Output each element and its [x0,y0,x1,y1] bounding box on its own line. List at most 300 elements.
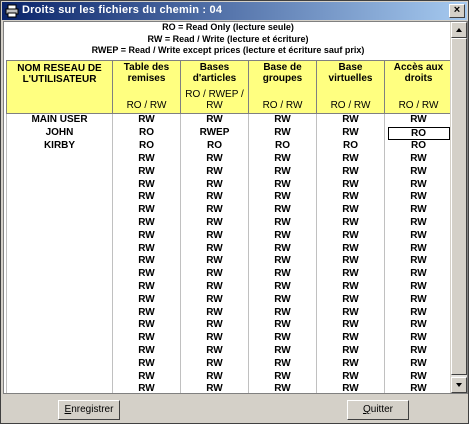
permission-cell[interactable] [113,332,181,345]
permission-value: RW [138,370,155,382]
permission-cell[interactable] [385,217,453,230]
column-header-perm: RO / RW [262,100,303,111]
permission-value: RW [206,319,223,331]
permission-value: RW [138,204,155,216]
table-row [7,345,453,358]
permission-value: RW [342,306,359,318]
permission-value: RO [139,127,154,139]
title-bar[interactable] [2,2,467,20]
permission-value: RW [410,216,427,228]
permission-cell[interactable] [181,165,249,178]
permission-cell[interactable] [249,370,317,383]
permission-value: RW [138,319,155,331]
scroll-up-button[interactable] [451,22,467,38]
permission-cell[interactable] [181,370,249,383]
permission-value: RW [274,255,291,267]
permission-cell[interactable] [317,140,385,153]
permission-value: RW [410,370,427,382]
legend-rw: RW = Read / Write (lecture et écriture) [147,33,309,44]
permission-cell[interactable] [385,281,453,294]
permission-cell[interactable] [385,114,453,127]
permission-cell[interactable] [317,191,385,204]
table-body [7,114,453,395]
permission-cell[interactable] [181,281,249,294]
permission-value: RW [274,229,291,241]
table-row [7,255,453,268]
table-row [7,306,453,319]
permission-value: RW [206,204,223,216]
window-title: Droits sur les fichiers du chemin : 04 [22,4,223,16]
permission-value: RO [207,140,222,152]
rights-panel [3,21,468,394]
user-name-cell [7,268,113,281]
permission-value: RWEP [199,127,230,139]
user-name-cell [7,140,113,153]
permission-cell[interactable] [181,357,249,370]
permission-cell[interactable] [385,153,453,166]
user-name-cell [7,370,113,383]
permission-cell[interactable] [181,191,249,204]
user-name-cell [7,293,113,306]
permission-value: RW [342,357,359,369]
table-row [7,370,453,383]
permission-cell[interactable] [317,306,385,319]
table-row [7,153,453,166]
table-row [7,357,453,370]
scroll-down-button[interactable] [451,377,467,393]
permission-value: RW [206,370,223,382]
permission-value: RW [138,165,155,177]
column-header [249,61,317,114]
permission-value: RW [410,242,427,254]
permission-value: RW [274,152,291,164]
permission-value: RW [410,268,427,280]
permission-value: RW [410,357,427,369]
permission-cell[interactable] [181,204,249,217]
permission-value: RW [206,280,223,292]
permission-value: RW [410,293,427,305]
permission-cell[interactable] [181,332,249,345]
permission-value: RW [274,178,291,190]
table-row [7,191,453,204]
permission-cell[interactable] [317,345,385,358]
permission-cell[interactable] [181,345,249,358]
permission-value: RW [342,319,359,331]
permission-cell[interactable] [113,370,181,383]
user-name-cell [7,153,113,166]
permission-cell[interactable] [249,345,317,358]
column-header-perm: RO / RW [398,100,439,111]
permission-cell[interactable] [113,306,181,319]
table-row [7,140,453,153]
column-header [7,61,113,114]
column-header-perm: RO / RW [126,100,167,111]
permission-cell[interactable] [385,293,453,306]
column-header-name: NOM RESEAU DE L'UTILISATEUR [17,63,102,85]
permission-value: RW [410,344,427,356]
permission-cell[interactable] [249,242,317,255]
permission-cell[interactable] [249,255,317,268]
table-row [7,281,453,294]
permission-value: RW [410,178,427,190]
permission-cell[interactable] [181,127,249,140]
permission-cell[interactable] [181,293,249,306]
table-row [7,114,453,127]
user-name-cell [7,332,113,345]
quit-button[interactable]: Quitter [347,400,409,420]
permission-value: RW [410,165,427,177]
permission-cell[interactable] [181,383,249,394]
permission-cell[interactable] [317,165,385,178]
permission-cell[interactable] [385,204,453,217]
permission-cell[interactable] [385,370,453,383]
permission-value: RW [206,357,223,369]
permission-value: RW [274,242,291,254]
permission-value: RW [206,114,223,126]
permission-cell[interactable] [249,140,317,153]
permission-value: RW [342,242,359,254]
permission-cell[interactable] [181,178,249,191]
permission-cell[interactable] [249,204,317,217]
permission-value: RO [343,140,358,152]
permission-cell[interactable] [181,114,249,127]
permission-value: RW [274,165,291,177]
permission-cell[interactable] [113,204,181,217]
permission-value: RW [138,191,155,203]
permission-cell[interactable] [113,127,181,140]
permission-value: RW [342,229,359,241]
permission-value: RW [206,293,223,305]
user-name-cell [7,178,113,191]
permission-cell[interactable] [249,127,317,140]
permission-cell[interactable] [113,268,181,281]
permission-cell[interactable] [113,191,181,204]
permission-cell[interactable] [317,242,385,255]
vertical-scrollbar[interactable] [450,22,467,393]
user-name: JOHN [45,127,74,139]
permission-value: RW [342,165,359,177]
permission-value: RW [138,216,155,228]
table-row [7,332,453,345]
user-name-cell [7,345,113,358]
permission-value: RW [206,383,223,394]
permission-cell[interactable] [249,383,317,394]
table-row [7,383,453,394]
permission-cell[interactable] [181,306,249,319]
permission-value: RW [410,229,427,241]
permission-value: RW [206,152,223,164]
permission-value: RW [138,268,155,280]
permission-value: RW [206,165,223,177]
permission-value: RW [206,216,223,228]
permission-cell[interactable] [113,319,181,332]
permission-value: RW [274,204,291,216]
permission-value: RW [206,178,223,190]
legend-ro: RO = Read Only (lecture seule) [162,22,294,32]
permission-cell[interactable] [113,178,181,191]
permission-value: RO [139,140,154,152]
permission-value: RW [342,127,359,139]
column-header-name: Base virtuelles [328,62,373,84]
permission-cell[interactable] [385,357,453,370]
permission-value: RW [342,178,359,190]
permission-value: RW [342,255,359,267]
permission-cell[interactable] [317,319,385,332]
scroll-thumb[interactable] [451,38,467,375]
permission-cell[interactable] [181,255,249,268]
table-row [7,217,453,230]
close-icon: × [453,4,461,16]
permission-cell[interactable] [317,255,385,268]
permission-value: RW [342,383,359,394]
permission-cell[interactable] [385,178,453,191]
permission-value: RW [342,280,359,292]
permission-cell[interactable] [249,293,317,306]
permission-cell[interactable] [249,217,317,230]
user-name-cell [7,255,113,268]
permission-cell[interactable] [317,114,385,127]
permission-value: RW [274,357,291,369]
permission-cell[interactable] [181,140,249,153]
permission-cell[interactable] [317,178,385,191]
permission-value: RW [274,127,291,139]
table-row [7,242,453,255]
column-header [113,61,181,114]
permission-cell[interactable] [113,293,181,306]
permission-cell[interactable] [385,383,453,394]
permission-value: RW [342,152,359,164]
user-name-cell [7,319,113,332]
permission-value: RW [138,344,155,356]
permission-value: RW [206,191,223,203]
permission-value: RW [342,191,359,203]
user-name: MAIN USER [31,114,88,126]
user-name-cell [7,306,113,319]
permission-value: RW [138,114,155,126]
column-header [181,61,249,114]
permission-value: RW [206,344,223,356]
permission-value: RW [138,229,155,241]
permission-value: RW [342,216,359,228]
permission-cell[interactable] [385,332,453,345]
permission-value: RW [206,306,223,318]
user-name-cell [7,242,113,255]
permission-value: RW [410,383,427,394]
column-header-perm: RO / RW [330,100,371,111]
permission-cell[interactable] [385,306,453,319]
permission-cell[interactable] [249,306,317,319]
permission-value: RW [342,204,359,216]
permission-cell[interactable] [113,242,181,255]
permission-value: RW [274,306,291,318]
permission-cell[interactable] [113,255,181,268]
table-row [7,319,453,332]
permission-cell[interactable] [317,268,385,281]
permission-value: RW [410,114,427,126]
permission-cell[interactable] [385,268,453,281]
permission-cell[interactable] [181,217,249,230]
permission-cell[interactable] [317,153,385,166]
user-name-cell [7,114,113,127]
permission-value: RW [138,280,155,292]
permission-cell[interactable] [113,165,181,178]
permission-cell[interactable] [317,357,385,370]
permission-cell[interactable] [181,242,249,255]
permission-value: RW [274,383,291,394]
user-name-cell [7,357,113,370]
permission-cell[interactable] [385,242,453,255]
permission-cell[interactable] [317,204,385,217]
permission-cell[interactable] [249,332,317,345]
permission-value: RW [206,332,223,344]
permission-value: RW [206,268,223,280]
permission-value: RW [138,332,155,344]
permission-cell[interactable] [249,229,317,242]
rights-table [6,60,453,394]
permission-cell[interactable] [181,319,249,332]
permission-value: RW [274,268,291,280]
permission-cell[interactable] [317,370,385,383]
permission-value: RW [342,370,359,382]
permission-cell[interactable] [113,153,181,166]
permission-cell[interactable] [249,268,317,281]
permission-value: RW [274,332,291,344]
permission-cell[interactable] [249,191,317,204]
permission-cell[interactable] [249,319,317,332]
permission-value: RW [138,306,155,318]
table-row [7,127,453,140]
permission-cell[interactable] [317,332,385,345]
column-header-name: Accès aux droits [393,62,444,84]
permission-cell[interactable] [317,217,385,230]
column-header-name: Bases d'articles [192,62,237,84]
arrow-down-icon [456,383,462,387]
permission-cell[interactable] [385,191,453,204]
permission-cell[interactable] [385,319,453,332]
permission-value: RW [138,293,155,305]
permission-cell[interactable] [385,165,453,178]
permission-value: RW [206,255,223,267]
permission-cell[interactable] [113,140,181,153]
permission-cell[interactable] [317,127,385,140]
user-name-cell [7,229,113,242]
permission-value: RW [342,268,359,280]
permission-cell[interactable] [181,229,249,242]
permission-value: RO [411,140,426,152]
permission-value: RW [138,152,155,164]
permission-value: RW [410,191,427,203]
user-name-cell [7,191,113,204]
permission-value: RW [410,204,427,216]
close-button[interactable] [449,4,465,18]
permission-cell[interactable] [385,229,453,242]
permission-cell[interactable] [249,178,317,191]
permission-cell[interactable] [249,357,317,370]
table-row [7,268,453,281]
permission-value: RW [342,293,359,305]
permission-value: RO [275,140,290,152]
printer-icon [5,4,19,18]
permission-value: RW [138,357,155,369]
legend-rwep: RWEP = Read / Write except prices (lecture et écriture sauf prix) [91,45,365,55]
permission-value: RW [274,344,291,356]
permission-value: RW [410,332,427,344]
table-row [7,293,453,306]
permission-cell[interactable] [181,153,249,166]
permission-value: RO [388,127,450,140]
permission-value: RW [138,255,155,267]
permission-cell[interactable] [181,268,249,281]
save-button[interactable]: Enregistrer [58,400,120,420]
permission-cell[interactable] [317,383,385,394]
permission-cell[interactable] [385,127,453,140]
permission-value: RW [274,280,291,292]
table-row [7,229,453,242]
user-name-cell [7,127,113,140]
permission-value: RW [274,370,291,382]
permission-cell[interactable] [249,165,317,178]
permission-value: RW [206,242,223,254]
permission-cell[interactable] [113,383,181,394]
permission-value: RW [274,114,291,126]
permission-cell[interactable] [113,229,181,242]
user-name-cell [7,204,113,217]
user-name: KIRBY [43,140,76,152]
user-name-cell [7,281,113,294]
permission-cell[interactable] [113,357,181,370]
permission-cell[interactable] [249,114,317,127]
permission-cell[interactable] [249,281,317,294]
legend [4,22,452,57]
permission-value: RW [138,242,155,254]
permission-cell[interactable] [249,153,317,166]
permission-value: RW [274,293,291,305]
permission-value: RW [410,152,427,164]
permission-cell[interactable] [385,345,453,358]
permission-cell[interactable] [113,345,181,358]
permission-cell[interactable] [113,217,181,230]
column-header-name: Base de groupes [262,62,303,84]
permission-value: RW [274,319,291,331]
table-row [7,204,453,217]
table-row [7,178,453,191]
permission-cell[interactable] [385,255,453,268]
column-header-perm: RO / RWEP / RW [185,89,244,111]
column-header [385,61,453,114]
permission-cell[interactable] [113,114,181,127]
user-name-cell [7,383,113,394]
table-row [7,165,453,178]
permission-value: RW [206,229,223,241]
permission-cell[interactable] [385,140,453,153]
permission-value: RW [410,306,427,318]
permission-cell[interactable] [317,281,385,294]
permission-value: RW [138,383,155,394]
permission-value: RW [410,319,427,331]
permission-cell[interactable] [317,293,385,306]
user-name-cell [7,217,113,230]
permission-value: RW [274,216,291,228]
user-name-cell [7,165,113,178]
permission-value: RW [342,114,359,126]
permission-cell[interactable] [317,229,385,242]
arrow-up-icon [456,28,462,32]
permission-value: RW [410,255,427,267]
column-header-name: Table des remises [123,62,170,84]
permission-value: RW [342,344,359,356]
permission-value: RW [274,191,291,203]
permission-cell[interactable] [113,281,181,294]
